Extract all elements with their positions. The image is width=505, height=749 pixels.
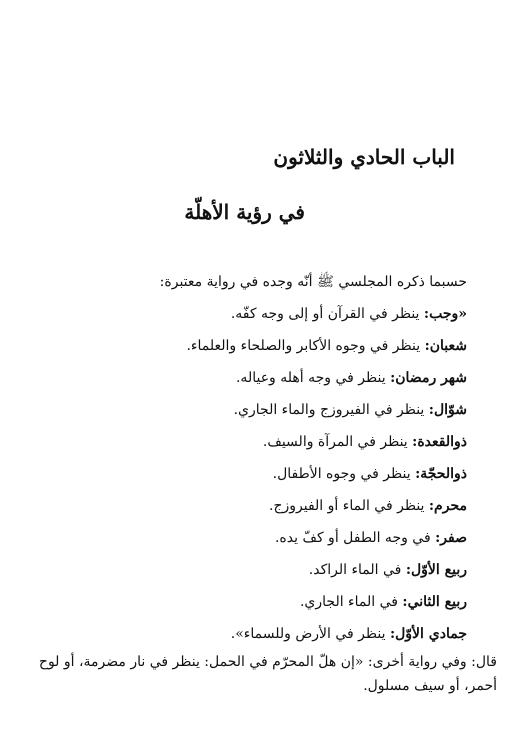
chapter-subtitle: في رؤية الأهلّة (184, 200, 305, 224)
month-name: ربيع الثاني: (402, 594, 467, 610)
month-line-dhulhijja (37, 458, 467, 490)
month-text: في الماء الراكد. (308, 562, 406, 578)
month-line-jumada1 (37, 618, 467, 650)
month-name: جمادي الأوّل: (389, 626, 467, 642)
month-line-rabi2 (37, 586, 467, 618)
month-name: شهر رمضان: (390, 370, 467, 386)
month-line-shaban (37, 330, 467, 362)
month-text: ينظر في الأرض وللسماء». (230, 626, 390, 642)
month-text: ينظر في وجوه الأكابر والصلحاء والعلماء. (186, 338, 425, 354)
closing-line-1: قال: وفي رواية أخرى: «إن هلّ المحرّم في الحمل: ينظر في نار مضرمة، أو لوح (38, 654, 497, 670)
month-text: في الماء الجاري. (299, 594, 403, 610)
closing-line-2: أحمر، أو سيف مسلول. (363, 678, 497, 694)
month-line-rabi1 (37, 554, 467, 586)
month-text: ينظر في الفيروزج والماء الجاري. (233, 402, 429, 418)
body-text (37, 266, 497, 698)
chapter-title: الباب الحادي والثلاثون (273, 145, 455, 169)
month-text: ينظر في وجه أهله وعياله. (235, 370, 391, 386)
month-text: ينظر في المرآة والسيف. (262, 434, 413, 450)
month-name: ربيع الأوّل: (405, 562, 467, 578)
month-name: ذوالحجّة: (415, 466, 467, 482)
month-name: «وجب: (423, 306, 467, 322)
month-name: ذوالقعدة: (412, 434, 467, 450)
month-line-ramadan (37, 362, 467, 394)
month-line-safar (37, 522, 467, 554)
month-text: ينظر في الماء أو الفيروزج. (269, 498, 429, 514)
intro-line: حسبما ذكره المجلسي ﷺ أنّه وجده في رواية معتبرة: (159, 274, 467, 290)
month-name: شعبان: (424, 338, 467, 354)
month-line-shawwal (37, 394, 467, 426)
month-text: في وجه الطفل أو كفّ يده. (274, 530, 436, 546)
month-name: محرم: (428, 498, 467, 514)
month-text: ينظر في القرآن أو إلى وجه كفّه. (230, 306, 424, 322)
month-name: صفر: (435, 530, 467, 546)
month-line-rajab (37, 298, 467, 330)
month-line-muharram (37, 490, 467, 522)
month-text: ينظر في وجوه الأطفال. (272, 466, 416, 482)
month-line-dhulqada (37, 426, 467, 458)
month-name: شوّال: (428, 402, 467, 418)
